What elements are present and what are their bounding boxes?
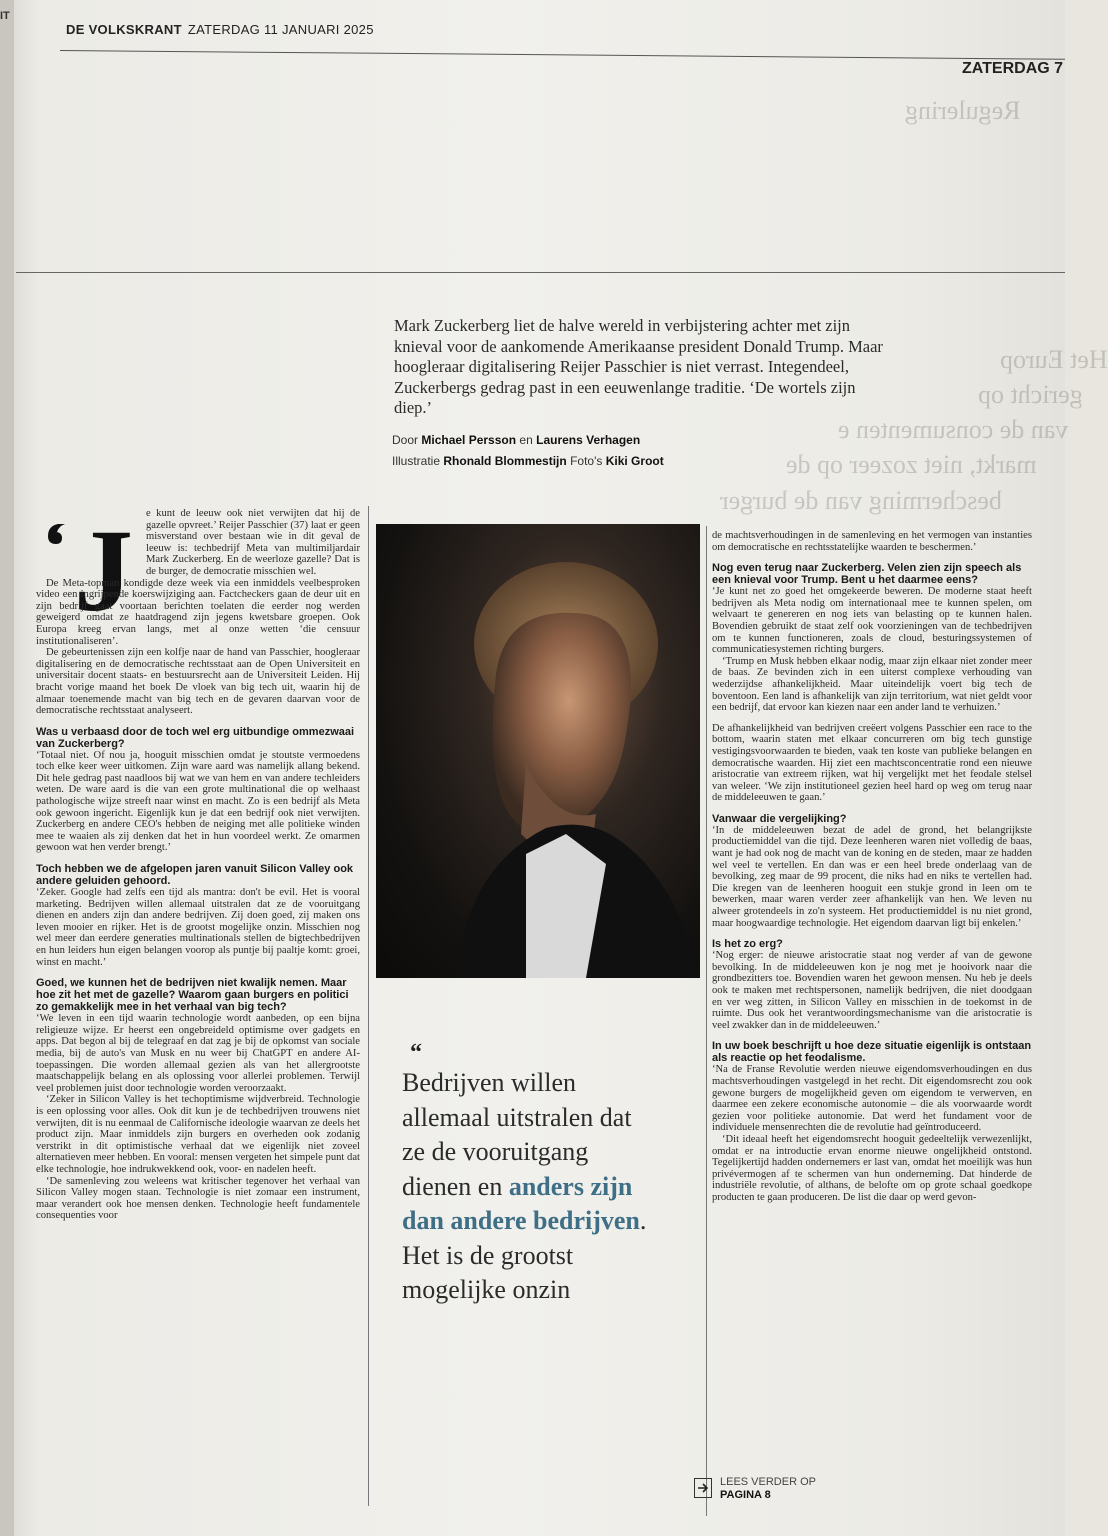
issue-date: ZATERDAG 11 JANUARI 2025 [187,22,374,37]
interview-answer: ‘Zeker in Silicon Valley is het techoptimisme wijdverbreid. Technologie is een oplossing voor alles. Ook dit kun je de techbedrijven trouwens niet verwijten, dit is nu eenmaal de Californische ideologie waarvan ze deels het product zijn. Maar inmiddels zijn burgers en overheden ook zodanig verstrikt in dit optimistische verhaal dat we eigenlijk niet zoveel alternatieven meer hebben. En vooral: mensen vergeten het simpele punt dat elke technologie, hoe indrukwekkend ook, voor- en nadelen heeft. [36,1094,360,1175]
pull-quote [402,1066,652,1308]
pull-quote-highlight: anders zijn dan andere bedrijven [402,1171,640,1235]
section-label: ZATERDAG 7 [962,60,1064,77]
article-intro: Mark Zuckerberg liet de halve wereld in verbijstering achter met zijn knieval voor de aankomende Amerikaanse president Donald Trump. Maar hoogleraar digitalisering Reijer Passchier is niet verrast. Integendeel, Zuckerbergs gedrag past in een eeuwenlange traditie. ‘De wortels zijn diep.’ [394,316,883,417]
header-rule [60,50,1065,60]
interview-question: Goed, we kunnen het de bedrijven niet kwalijk nemen. Maar hoe zit het met de gazelle? Waarom gaan burgers en politici zo gemakkelijk mee in het verhaal van big tech? [36,977,349,1014]
showthrough-line: bescherming van de burger [720,486,1002,515]
paragraph: De gebeurtenissen zijn een kolfje naar de hand van Passchier, hoogleraar digitalisering en de democratische rechtsstaat aan de Open Universiteit en universitair docent staats- en bestuursrecht aan de Universiteit Leiden. Hij bracht vorige maand het boek De vloek van big tech uit, waarin hij de almaar toenemende macht van big tech en de gevaren daarvan voor de democratische rechtsstaat analyseert. [36,647,360,717]
interview-question: In uw boek beschrijft u hoe deze situatie eigenlijk is ontstaan als reactie op het feodalisme. [712,1040,1032,1065]
interview-question: Nog even terug naar Zuckerberg. Velen zien zijn speech als een knieval voor Trump. Bent u het daarmee eens? [712,562,1022,587]
interview-answer: ‘Nog erger: de nieuwe aristocratie staat nog verder af van de gewone bevolking. In de middeleeuwen kon je nog met je hooivork naar die grondbezitters toe. Bovendien waren het gewoon mensen. Nu heb je deels ook te maken met rechtspersonen, namelijk bedrijven, die niet doodgaan en ver weg zitten, in Silicon Valley en misschien in de toekomst in de ruimte. Dus ook het verantwoordingsmechanisme van die aristocratie is veel zwakker dan in de middeleeuwen.’ [712,950,1032,1031]
interview-answer: ‘Je kunt net zo goed het omgekeerde beweren. De moderne staat heeft bedrijven als Meta nodig om internationaal mee te kunnen spelen, om welvaart te genereren en nog iets van belasting op te kunnen halen. Bovendien gebruikt de staat zelf ook voorzieningen van de techbedrijven om te kunnen functioneren, zoals de cloud, besturingssystemen of communicatiesystemen richting burgers. [712,586,1032,656]
by-label: Door [392,433,419,447]
paragraph: De Meta-topman kondigde deze week via een inmiddels veelbesproken video een ingrijpende koerswijziging aan. Factcheckers gaan de deur uit en zijn bedrijf gaat voortaan berichten toelaten die eerder nog werden geweigerd omdat ze haatdragend zijn jegens kwetsbare groepen. Ook Europa kreeg ervan langs, met al onze wetten ‘die censuur institutionaliseren’. [36,577,360,647]
interview-answer: ‘Na de Franse Revolutie werden nieuwe eigendomsverhoudingen en dus machtsverhoudingen vastgelegd in het recht. Dit eigendomsrecht zou ook gewone burgers de mogelijkheid geven om eigendom te verwerven, en daarmee een zekere economische autonomie – die als voorwaarde wordt gezien voor politieke autonomie. Dat werd het fundament voor de individuele mensenrechten die de revolutie had geïntroduceerd. [712,1064,1032,1134]
column-divider [368,506,369,1506]
showthrough-title: Regulering [905,96,1021,125]
author-name: Michael Persson [421,433,517,447]
continue-label: LEES VERDER OP [720,1476,816,1488]
interview-answer: ‘Zeker. Google had zelfs een tijd als mantra: don't be evil. Het is vooral marketing. Bedrijven willen allemaal uitstralen dat ze de vooruitgang dienen en anders zijn dan andere bedrijven. Zij doen goed, zij maken ons leven mooier en rijker. Het is de grootst mogelijke onzin. Misschien nog wel meer dan eerdere generaties multinationals stellen de bigtechbedrijven en hun leiders hun eigen belangen voorop als puntje bij paaltje komt: groei, winst en macht.’ [36,887,360,968]
showthrough-line: markt, niet zozeer op de [786,450,1037,479]
and-label: en [519,433,533,447]
interview-question: Was u verbaasd door de toch wel erg uitbundige ommezwaai van Zuckerberg? [36,725,355,750]
author-name: Laurens Verhagen [536,433,641,447]
interview-question: Vanwaar die vergelijking? [712,812,847,825]
photographer-name: Kiki Groot [605,454,664,468]
article-column-1 [36,508,360,1222]
interview-question: Toch hebben we de afgelopen jaren vanuit Silicon Valley ook andere geluiden gehoord. [36,863,354,888]
interview-answer: ‘Trump en Musk hebben elkaar nodig, maar zijn elkaar niet zonder meer de baas. Ze bevinden zich in een uiterst complexe verhouding van wederzijdse afhankelijkheid. Maar uiteindelijk voert big tech de boventoon. Een land is afhankelijk van zijn territorium, wat niet geldt voor een bedrijf, dat ervoor kan kiezen naar een ander land te verhuizen.’ [712,655,1032,714]
interview-answer: ‘De samenleving zou weleens wat kritischer tegenover het verhaal van Silicon Valley mogen staan. Technologie is niet zomaar een instrument, maar verandert ook hoe mensen denken. Technologie heeft fundamentele consequenties voor [36,1175,360,1222]
article-rule [16,272,1065,273]
article-column-3 [712,530,1032,1204]
pull-quote-text: . Het is de grootst mogelijke onzin [402,1206,647,1304]
illustrator-name: Rhonald Blommestijn [443,454,567,468]
showthrough-line: van de consumenten e [838,415,1069,444]
paragraph: De afhankelijkheid van bedrijven creëert volgens Passchier een race to the bottom, waarin staten met elkaar concurreren om big tech gunstige vestigingsvoorwaarden te bieden, vaak ten koste van publieke belangen en democratische waarden. Hij ziet een machtsconcentratie rond een nieuwe aristocratie van extreem rijken, wat hij vergelijkt met het feodale stelsel van weleer. ‘We zijn institutioneel gezien heel hard op weg om terug naar de middeleeuwen te gaan.’ [712,722,1032,804]
continue-page: PAGINA 8 [720,1489,771,1501]
illustration-label: Illustratie [392,454,441,468]
portrait-photo [376,524,700,978]
interview-answer: ‘We leven in een tijd waarin technologie wordt aanbeden, op een bijna religieuze wijze. Er heerst een ongebreideld optimisme over gadgets en apps. Dat begon al bij de telegraaf en dat zag je bij de opkomst van sociale media, bij de auto's van Musk en nu weer bij ChatGPT en andere AI-toepassingen. Die worden allemaal gezien als van het allergrootste maatschappelijk belang en als oplossing voor allerlei problemen. Terwijl veel problemen juist door technologie worden veroorzaakt. [36,1013,360,1094]
interview-answer: ‘Totaal niet. Of nou ja, hooguit misschien omdat je stoutste vermoedens toch elke keer weer uitkomen. Zijn ware aard was namelijk allang bekend. Dit hele gedrag past naadloos bij wat we van hem en van andere techleiders weten. De ware aard is die van een grote multinational die op welhaast pathologische wijze streeft naar winst en macht. Zo is een bedrijf als Meta ook gewoon ingericht. Eigenlijk kun je dat een bedrijf ook niet verwijten. Zuckerberg en andere CEO's hebben de neiging met alle politieke winden mee te waaien als zij denken dat het in hun voordeel werkt. Ze omarmen gewoon wat hen verder brengt.’ [36,749,360,854]
interview-answer: de machtsverhoudingen in de samenleving en het vermogen van instanties om democratische en rechtsstatelijke waarden te beschermen.’ [712,530,1032,553]
pull-quote-text: Bedrijven willen allemaal uitstralen dat ze de vooruitgang dienen en [402,1068,632,1201]
showthrough-line: gericht op [978,380,1083,409]
adjacent-page-edge [0,0,14,1536]
dropcap-letter: J [74,505,133,636]
paragraph: e kunt de leeuw ook niet verwijten dat hij de gazelle opvreet.’ Reijer Passchier (37) laat er geen misverstand over bestaan wie in dit geval de leeuw is: techbedrijf Meta van multimiljardair Mark Zuckerberg. En de weerloze gazelle? Dat is de burger, de democratie misschien wel. [146,508,360,577]
interview-question: Is het zo erg? [712,938,783,951]
column-divider [706,526,707,1516]
byline [392,430,664,472]
edge-label: IT [0,10,10,22]
arrow-right-icon [694,1478,712,1498]
showthrough-line: Het Europ [1000,345,1108,374]
interview-answer: ‘Dit ideaal heeft het eigendomsrecht hooguit gedeeltelijk verwezenlijkt, omdat er na introductie ervan enorme nieuwe ongelijkheid ontstond. Tegelijkertijd hadden ondernemers er last van, omdat het moeilijk was hun privévermogen af te schermen van hun onderneming. Dat hinderde de industriële revolutie, of althans, de belofte om op grote schaal goedkope producten te gaan produceren. De list die daar op werd gevon- [712,1133,1032,1203]
interview-answer: ‘In de middeleeuwen bezat de adel de grond, het belangrijkste productiemiddel van die tijd. Deze leenheren waren niet volledig de baas, want je had ook nog de macht van de koning en de steden, maar ze hadden wel veel te vertellen. En dan was er een heel brede onderlaag van de bevolking, zeg maar de 99 procent, die niks had en niks te vertellen had. Die kregen van de leenheren hooguit een stukje grond in leen om te bewerken, maar waren verder zeer afhankelijk van hen. We leven nu alweer grotendeels in zo'n systeem. Het productiemiddel is nu niet grond, maar hoogwaardige technologie. Het eigendom daarvan ligt bij enkelen.’ [712,824,1032,929]
photo-label: Foto's [570,454,603,468]
masthead [66,22,374,37]
paper-name: DE VOLKSKRANT [66,22,182,37]
quote-mark-icon: “ [410,1040,422,1066]
